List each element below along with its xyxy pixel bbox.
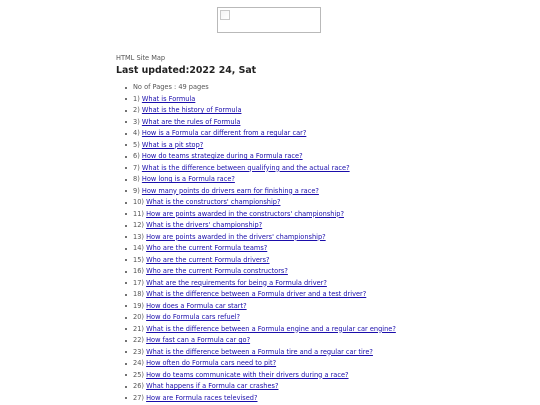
page-count-item <box>133 82 526 94</box>
list-item <box>133 324 526 336</box>
page-number: 17) <box>133 278 144 287</box>
page-number: 8) <box>133 175 140 183</box>
page-number: 7) <box>133 163 140 172</box>
page-link[interactable]: What is the constructors' championship? <box>146 198 281 206</box>
page-link[interactable]: How do teams strategize during a Formula race? <box>141 152 303 160</box>
list-item <box>133 209 526 221</box>
page-number: 23) <box>133 347 144 356</box>
page-link[interactable]: How often do Formula cars need to pit? <box>146 359 277 367</box>
list-item <box>133 220 526 232</box>
page-number: 22) <box>133 336 144 344</box>
page-link[interactable]: How fast can a Formula car go? <box>146 336 251 344</box>
page-number: 3) <box>133 117 140 126</box>
page-number: 13) <box>133 232 144 241</box>
page-link[interactable]: How does a Formula car start? <box>146 301 247 310</box>
page-number: 24) <box>133 359 144 367</box>
page-number: 14) <box>133 244 144 252</box>
page-link[interactable]: How are points awarded in the drivers' championship? <box>146 232 326 241</box>
page-number: 20) <box>133 313 144 321</box>
page-link[interactable]: How is a Formula car different from a regular car? <box>141 129 307 137</box>
page-number: 5) <box>133 140 140 149</box>
page-link[interactable]: What is the history of Formula <box>141 106 242 114</box>
page-number: 16) <box>133 267 144 275</box>
page-number: 1) <box>133 94 140 103</box>
list-item <box>133 151 526 163</box>
page-link[interactable]: Who are the current Formula drivers? <box>146 255 270 264</box>
page-number: 25) <box>133 370 144 379</box>
page-link[interactable]: What are the requirements for being a Formula driver? <box>146 278 327 287</box>
list-item <box>133 174 526 186</box>
page-number: 6) <box>133 152 140 160</box>
page-link[interactable]: What is the difference between a Formula driver and a test driver? <box>146 290 367 298</box>
list-item <box>133 94 526 106</box>
page-link[interactable]: How many points do drivers earn for finishing a race? <box>141 186 319 195</box>
list-item <box>133 140 526 152</box>
page-number: 12) <box>133 221 144 229</box>
page-link[interactable]: Who are the current Formula teams? <box>146 244 268 252</box>
list-item <box>133 278 526 290</box>
list-item <box>133 186 526 198</box>
page-count: No of Pages : 49 pages <box>133 83 209 91</box>
list-item <box>133 105 526 117</box>
list-item <box>133 128 526 140</box>
list-item <box>133 255 526 267</box>
page-list <box>116 82 526 404</box>
page-link[interactable]: What is the difference between a Formula engine and a regular car engine? <box>146 324 396 333</box>
page-number: 11) <box>133 209 144 218</box>
page-link[interactable]: How do teams communicate with their drivers during a race? <box>146 370 349 379</box>
list-item <box>133 381 526 393</box>
page-link[interactable]: What is a pit stop? <box>141 140 204 149</box>
page-link[interactable]: What is Formula <box>141 94 196 103</box>
list-item <box>133 335 526 347</box>
page-link[interactable]: How are Formula races televised? <box>146 393 258 402</box>
page-number: 19) <box>133 301 144 310</box>
page-title: Last updated:2022 24, Sat <box>116 65 257 76</box>
page-link[interactable]: What happens if a Formula car crashes? <box>146 382 279 390</box>
page-number: 4) <box>133 129 140 137</box>
page-link[interactable]: What is the difference between a Formula tire and a regular car tire? <box>146 347 373 356</box>
page-number: 27) <box>133 393 144 402</box>
page-number: 18) <box>133 290 144 298</box>
list-item <box>133 232 526 244</box>
logo-image <box>217 7 321 33</box>
list-item <box>133 347 526 359</box>
page-number: 21) <box>133 324 144 333</box>
list-item <box>133 289 526 301</box>
page-number: 2) <box>133 106 140 114</box>
sitemap-content <box>116 53 526 404</box>
list-item <box>133 266 526 278</box>
list-item <box>133 358 526 370</box>
page-number: 26) <box>133 382 144 390</box>
list-item <box>133 312 526 324</box>
page-link[interactable]: What are the rules of Formula <box>141 117 241 126</box>
list-item <box>133 243 526 255</box>
page-number: 9) <box>133 186 140 195</box>
page-link[interactable]: How are points awarded in the constructors' championship? <box>146 209 344 218</box>
page-link[interactable]: Who are the current Formula constructors? <box>146 267 288 275</box>
sitemap-label: HTML Site Map <box>116 54 166 62</box>
broken-image-icon <box>220 10 230 20</box>
list-item <box>133 370 526 382</box>
page-number: 10) <box>133 198 144 206</box>
list-item <box>133 197 526 209</box>
page-link[interactable]: What is the difference between qualifying and the actual race? <box>141 163 350 172</box>
page-number: 15) <box>133 255 144 264</box>
list-item <box>133 117 526 129</box>
list-item <box>133 163 526 175</box>
page-link[interactable]: How do Formula cars refuel? <box>146 313 241 321</box>
list-item <box>133 393 526 405</box>
page-link[interactable]: What is the drivers' championship? <box>146 221 263 229</box>
list-item <box>133 301 526 313</box>
page-link[interactable]: How long is a Formula race? <box>141 175 235 183</box>
